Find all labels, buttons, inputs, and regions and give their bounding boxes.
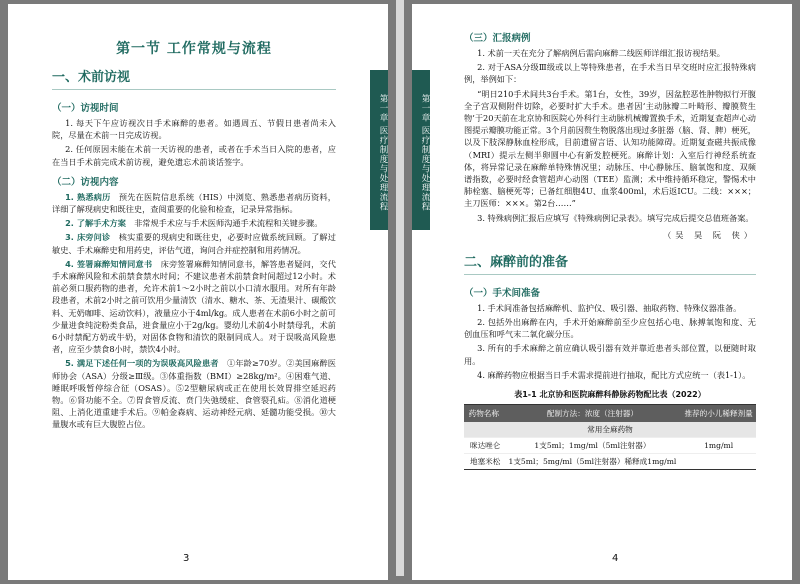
table-cell: 地塞米松 bbox=[464, 454, 504, 470]
paragraph: 1. 术前一天在充分了解病例后需向麻醉二线医师详细汇报访视结果。 bbox=[477, 48, 725, 58]
right-page bbox=[412, 4, 792, 580]
subsection-title: （三）汇报病例 bbox=[464, 33, 531, 44]
keyword: 1. 熟悉病历 bbox=[65, 191, 111, 202]
paragraph: 1. 手术间准备包括麻醉机、监护仪、吸引器、抽取药物、特殊仪器准备。 bbox=[477, 302, 742, 313]
paragraph bbox=[52, 231, 336, 255]
chapter-side-tab: 第一章 医疗制度与处理流程 bbox=[412, 70, 430, 230]
table-cell bbox=[681, 454, 756, 470]
paragraph-text: 核实重要的现病史和既往史，必要时应做系统回顾。了解过敏史、手术麻醉史和用药史，评估气道，询问合并症控制和用药情况。 bbox=[52, 232, 336, 255]
section-title: 二、麻醉前的准备 bbox=[464, 251, 756, 275]
paragraph-text: 非常规手术应与手术医师沟通手术流程和关键步骤。 bbox=[134, 218, 323, 229]
paragraph: 2. 对于ASA分级Ⅲ级或以上等特殊患者，在手术当日早交班时应汇报特殊病例，举例如下： bbox=[464, 62, 756, 85]
paragraph-text: ①年龄≥70岁。②美国麻醉医师协会（ASA）分级≥Ⅲ级。③体重指数（BMI）≥28kg/m²。④困难气道、睡眠呼吸暂停综合征（OSAS）。⑤2型糖尿病或正在使用长效胃排空延迟药物。⑥肾功能不全。⑦胃食管反流、贲门失弛缓症、食管裂孔疝。⑧消化道梗阻、上消化道重建手术后。⑨帕金森病、运动神经元病、延髓功能受损。⑩大量腹水或有巨大腹腔占位。 bbox=[52, 358, 336, 430]
table-header: 配制方法：浓度（注射器） bbox=[504, 405, 682, 423]
subsection-title: （二）访视内容 bbox=[52, 176, 119, 188]
keyword: 4. 签署麻醉知情同意书 bbox=[65, 258, 153, 269]
keyword: 2. 了解手术方案 bbox=[65, 218, 126, 229]
page-number: 4 bbox=[612, 553, 619, 564]
table-cell: 1mg/ml bbox=[681, 438, 756, 454]
subsection-title: （一）手术间准备 bbox=[464, 287, 541, 299]
page-number: 3 bbox=[183, 553, 190, 564]
section-title: 一、术前访视 bbox=[52, 66, 336, 90]
paragraph: 4. 麻醉药物应根据当日手术需求提前进行抽取，配比方式应统一（表1-1）。 bbox=[477, 369, 751, 380]
paragraph: 3. 特殊病例汇报后应填写《特殊病例记录表》。填写完成后提交总值班备案。 bbox=[477, 212, 754, 223]
paragraph-text: 预先在医院信息系统（HIS）中浏览、熟悉患者病历资料，详细了解现病史和既往史，查阅重要的化验和检查，记录异常指标。 bbox=[52, 191, 336, 215]
gutter bbox=[396, 0, 404, 576]
table-row bbox=[464, 454, 756, 470]
chapter-side-tab: 第一章 医疗制度与处理流程 bbox=[370, 70, 388, 230]
paragraph bbox=[52, 258, 336, 356]
paragraph: 2. 包括外出麻醉在内，手术开始麻醉前至少应包括心电、脉搏氧饱和度、无创血压和呼气末二氧化碳分压。 bbox=[464, 317, 756, 340]
paragraph bbox=[52, 191, 336, 215]
drug-table bbox=[464, 404, 756, 470]
paragraph bbox=[52, 357, 336, 430]
chapter-title: 第一节 工作常规与流程 bbox=[116, 41, 272, 57]
subsection-title: （一）访视时间 bbox=[52, 103, 119, 114]
table-group-row: 常用全麻药物 bbox=[464, 422, 756, 438]
table-header: 推荐的小儿稀释剂量 bbox=[681, 405, 756, 423]
left-page bbox=[8, 4, 388, 580]
table-cell: 1支5ml；5mg/ml（5ml注射器）稀释成1mg/ml bbox=[504, 454, 682, 470]
keyword: 5. 满足下述任何一项的为误吸高风险患者 bbox=[65, 358, 219, 369]
table-row bbox=[464, 438, 756, 454]
paragraph: 3. 所有的手术麻醉之前应确认吸引器有效并靠近患者头部位置，以便随时取用。 bbox=[464, 343, 756, 366]
table-cell: 咪达唑仑 bbox=[464, 438, 504, 454]
paragraph-text: 床旁签署麻醉知情同意书，解答患者疑问，交代手术麻醉风险和术前禁食禁水时间；不建议患者术前禁食时间超过12小时。术前必须口服药物的患者，允许术前1～2小时之前以小口清水服用。对所有年龄段患者，术前2小时之前可饮用少量清饮（清水、糖水、茶、无渣果汁、碳酸饮料、无奶咖啡、运动饮料），液量应小于4ml/kg。成人患者在术前6小时之前可少量进食纯淀粉类食品，进食量应小于2g/kg。婴幼儿术前4小时禁母乳，术前6小时禁配方奶或牛奶，对固体食物和清饮的限制同成人。对于误吸高风险患者，应至少禁食8小时，禁饮4小时。 bbox=[52, 258, 336, 355]
paragraph: 1. 每天下午应访视次日手术麻醉的患者。如遇周五、节假日患者尚未入院，尽量在术前一日完成访视。 bbox=[52, 118, 336, 141]
table-header: 药物名称 bbox=[464, 405, 504, 423]
author-signature: （吴 昊 阮 侠） bbox=[663, 229, 756, 240]
paragraph: “明日210手术间共3台手术。第1台，女性，39岁，因盆腔恶性肿物拟行开腹全子宫双侧附件切除，必要时扩大手术。患者因‘主动脉瓣二叶畸形、瓣膜赘生物’于20天前在北京协和医院心外科行主动脉机械瓣置换手术，近期复查超声心动图提示瓣膜功能正常。3个月前因赘生物脱落出现过多脏器（脑、肾、脾）梗死，以及下肢深静脉血栓形成，目前遗留言语、认知功能障碍。近期复查磁共振成像（MRI）提示左侧半卵圆中心有新发腔梗死。麻醉计划：入室后行神经系统查体，将异常记录在麻醉单特殊情况里；动脉压、中心静脉压、脑氧饱和度、双频谱指数，必要时经食管超声心动图（TEE）监测；术中维持循环稳定，警惕术中肺栓塞、脑梗死等；已备红细胞4U、血浆400ml，术后返ICU。二线：×××；主刀医师：×××。第2台……” bbox=[464, 88, 756, 209]
table-cell: 1支5ml；1mg/ml（5ml注射器） bbox=[504, 438, 682, 454]
paragraph: 2. 任何原因未能在术前一天访视的患者，或者在手术当日入院的患者，应在当日手术前完成术前访视，避免遗忘术前谈话签字。 bbox=[52, 144, 336, 167]
keyword: 3. 床旁问诊 bbox=[65, 232, 111, 243]
table-caption: 表1-1 北京协和医院麻醉科静脉药物配比表（2022） bbox=[514, 390, 706, 400]
paragraph bbox=[52, 217, 336, 229]
